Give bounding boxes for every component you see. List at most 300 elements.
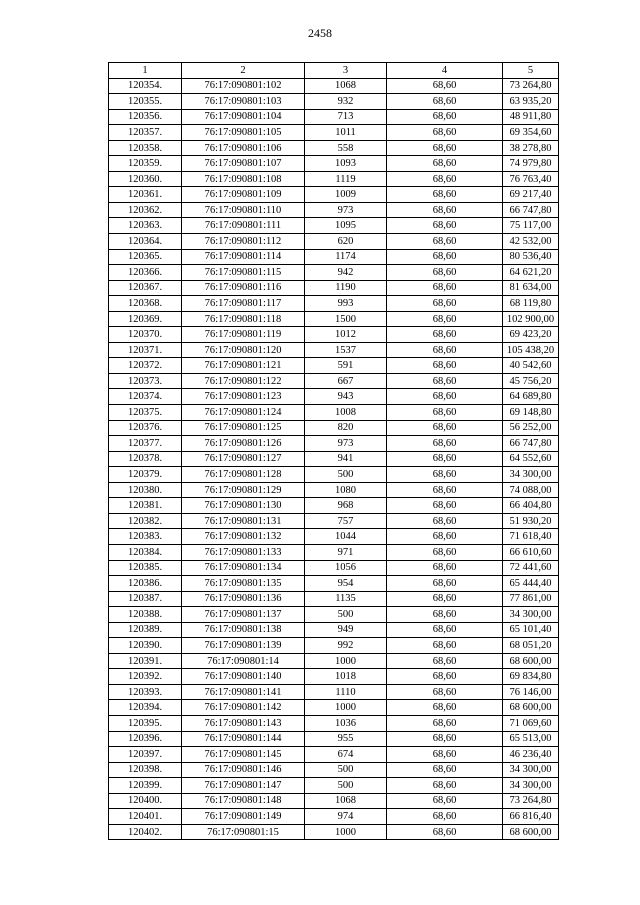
amount-cell: 81 634,00 <box>503 280 559 296</box>
area-cell: 1056 <box>305 560 387 576</box>
amount-cell: 105 438,20 <box>503 342 559 358</box>
cadastral-number-cell: 76:17:090801:128 <box>182 467 305 483</box>
row-number-cell: 120377. <box>109 436 182 452</box>
amount-cell: 76 146,00 <box>503 684 559 700</box>
cadastral-number-cell: 76:17:090801:147 <box>182 778 305 794</box>
rate-cell: 68,60 <box>387 280 503 296</box>
rate-cell: 68,60 <box>387 296 503 312</box>
cadastral-number-cell: 76:17:090801:102 <box>182 78 305 94</box>
row-number-cell: 120389. <box>109 622 182 638</box>
amount-cell: 73 264,80 <box>503 793 559 809</box>
area-cell: 1135 <box>305 591 387 607</box>
area-cell: 942 <box>305 265 387 281</box>
rate-cell: 68,60 <box>387 373 503 389</box>
row-number-cell: 120361. <box>109 187 182 203</box>
table-row <box>109 311 559 327</box>
table-row <box>109 249 559 265</box>
area-cell: 1008 <box>305 405 387 421</box>
row-number-cell: 120396. <box>109 731 182 747</box>
cadastral-number-cell: 76:17:090801:115 <box>182 265 305 281</box>
area-cell: 500 <box>305 778 387 794</box>
amount-cell: 66 404,80 <box>503 498 559 514</box>
cadastral-number-cell: 76:17:090801:142 <box>182 700 305 716</box>
cadastral-number-cell: 76:17:090801:140 <box>182 669 305 685</box>
table-row <box>109 684 559 700</box>
area-cell: 1110 <box>305 684 387 700</box>
amount-cell: 66 747,80 <box>503 436 559 452</box>
row-number-cell: 120357. <box>109 125 182 141</box>
amount-cell: 64 621,20 <box>503 265 559 281</box>
row-number-cell: 120390. <box>109 638 182 654</box>
page-number: 2458 <box>308 26 332 40</box>
rate-cell: 68,60 <box>387 715 503 731</box>
rate-cell: 68,60 <box>387 358 503 374</box>
column-header-2: 2 <box>182 63 305 79</box>
row-number-cell: 120363. <box>109 218 182 234</box>
rate-cell: 68,60 <box>387 436 503 452</box>
cadastral-number-cell: 76:17:090801:106 <box>182 140 305 156</box>
table-row <box>109 467 559 483</box>
area-cell: 954 <box>305 576 387 592</box>
cadastral-number-cell: 76:17:090801:114 <box>182 249 305 265</box>
table-row <box>109 560 559 576</box>
amount-cell: 69 354,60 <box>503 125 559 141</box>
table-row <box>109 824 559 840</box>
cadastral-number-cell: 76:17:090801:149 <box>182 809 305 825</box>
rate-cell: 68,60 <box>387 669 503 685</box>
table-row <box>109 638 559 654</box>
amount-cell: 68 600,00 <box>503 700 559 716</box>
amount-cell: 46 236,40 <box>503 747 559 763</box>
cadastral-number-cell: 76:17:090801:104 <box>182 109 305 125</box>
area-cell: 500 <box>305 607 387 623</box>
table-row <box>109 109 559 125</box>
area-cell: 1018 <box>305 669 387 685</box>
cadastral-number-cell: 76:17:090801:148 <box>182 793 305 809</box>
table-body <box>109 78 559 840</box>
table-row <box>109 762 559 778</box>
table-row <box>109 451 559 467</box>
amount-cell: 66 610,60 <box>503 544 559 560</box>
amount-cell: 64 689,80 <box>503 389 559 405</box>
row-number-cell: 120400. <box>109 793 182 809</box>
cadastral-number-cell: 76:17:090801:109 <box>182 187 305 203</box>
rate-cell: 68,60 <box>387 778 503 794</box>
rate-cell: 68,60 <box>387 451 503 467</box>
cadastral-number-cell: 76:17:090801:131 <box>182 513 305 529</box>
amount-cell: 42 532,00 <box>503 234 559 250</box>
row-number-cell: 120359. <box>109 156 182 172</box>
cadastral-number-cell: 76:17:090801:135 <box>182 576 305 592</box>
area-cell: 973 <box>305 436 387 452</box>
amount-cell: 68 600,00 <box>503 653 559 669</box>
amount-cell: 74 979,80 <box>503 156 559 172</box>
amount-cell: 38 278,80 <box>503 140 559 156</box>
table-row <box>109 78 559 94</box>
cadastral-number-cell: 76:17:090801:117 <box>182 296 305 312</box>
cadastral-number-cell: 76:17:090801:143 <box>182 715 305 731</box>
amount-cell: 69 834,80 <box>503 669 559 685</box>
area-cell: 932 <box>305 94 387 110</box>
amount-cell: 34 300,00 <box>503 467 559 483</box>
area-cell: 1068 <box>305 793 387 809</box>
rate-cell: 68,60 <box>387 529 503 545</box>
amount-cell: 68 600,00 <box>503 824 559 840</box>
row-number-cell: 120398. <box>109 762 182 778</box>
area-cell: 820 <box>305 420 387 436</box>
row-number-cell: 120373. <box>109 373 182 389</box>
row-number-cell: 120392. <box>109 669 182 685</box>
area-cell: 1190 <box>305 280 387 296</box>
area-cell: 620 <box>305 234 387 250</box>
table-row <box>109 358 559 374</box>
cadastral-number-cell: 76:17:090801:126 <box>182 436 305 452</box>
amount-cell: 51 930,20 <box>503 513 559 529</box>
cadastral-number-cell: 76:17:090801:105 <box>182 125 305 141</box>
row-number-cell: 120366. <box>109 265 182 281</box>
row-number-cell: 120399. <box>109 778 182 794</box>
row-number-cell: 120391. <box>109 653 182 669</box>
row-number-cell: 120376. <box>109 420 182 436</box>
table-row <box>109 653 559 669</box>
rate-cell: 68,60 <box>387 420 503 436</box>
row-number-cell: 120394. <box>109 700 182 716</box>
area-cell: 974 <box>305 809 387 825</box>
area-cell: 591 <box>305 358 387 374</box>
table-row <box>109 202 559 218</box>
cadastral-number-cell: 76:17:090801:116 <box>182 280 305 296</box>
table-row <box>109 420 559 436</box>
cadastral-number-cell: 76:17:090801:15 <box>182 824 305 840</box>
row-number-cell: 120382. <box>109 513 182 529</box>
area-cell: 757 <box>305 513 387 529</box>
area-cell: 973 <box>305 202 387 218</box>
cadastral-number-cell: 76:17:090801:127 <box>182 451 305 467</box>
row-number-cell: 120354. <box>109 78 182 94</box>
rate-cell: 68,60 <box>387 544 503 560</box>
amount-cell: 65 513,00 <box>503 731 559 747</box>
table-row <box>109 156 559 172</box>
table-row <box>109 94 559 110</box>
area-cell: 1080 <box>305 482 387 498</box>
rate-cell: 68,60 <box>387 140 503 156</box>
row-number-cell: 120370. <box>109 327 182 343</box>
amount-cell: 40 542,60 <box>503 358 559 374</box>
rate-cell: 68,60 <box>387 747 503 763</box>
row-number-cell: 120388. <box>109 607 182 623</box>
cadastral-number-cell: 76:17:090801:120 <box>182 342 305 358</box>
area-cell: 1500 <box>305 311 387 327</box>
amount-cell: 69 217,40 <box>503 187 559 203</box>
area-cell: 1095 <box>305 218 387 234</box>
amount-cell: 69 423,20 <box>503 327 559 343</box>
rate-cell: 68,60 <box>387 405 503 421</box>
row-number-cell: 120397. <box>109 747 182 763</box>
area-cell: 1009 <box>305 187 387 203</box>
table-row <box>109 576 559 592</box>
rate-cell: 68,60 <box>387 684 503 700</box>
area-cell: 500 <box>305 762 387 778</box>
row-number-cell: 120383. <box>109 529 182 545</box>
cadastral-number-cell: 76:17:090801:145 <box>182 747 305 763</box>
area-cell: 500 <box>305 467 387 483</box>
rate-cell: 68,60 <box>387 327 503 343</box>
column-header-4: 4 <box>387 63 503 79</box>
rate-cell: 68,60 <box>387 513 503 529</box>
cadastral-number-cell: 76:17:090801:112 <box>182 234 305 250</box>
area-cell: 558 <box>305 140 387 156</box>
cadastral-number-cell: 76:17:090801:111 <box>182 218 305 234</box>
area-cell: 1000 <box>305 700 387 716</box>
row-number-cell: 120355. <box>109 94 182 110</box>
amount-cell: 102 900,00 <box>503 311 559 327</box>
area-cell: 971 <box>305 544 387 560</box>
cadastral-number-cell: 76:17:090801:124 <box>182 405 305 421</box>
column-header-5: 5 <box>503 63 559 79</box>
amount-cell: 73 264,80 <box>503 78 559 94</box>
table-row <box>109 622 559 638</box>
rate-cell: 68,60 <box>387 607 503 623</box>
cadastral-number-cell: 76:17:090801:125 <box>182 420 305 436</box>
rate-cell: 68,60 <box>387 467 503 483</box>
rate-cell: 68,60 <box>387 265 503 281</box>
row-number-cell: 120374. <box>109 389 182 405</box>
area-cell: 1000 <box>305 653 387 669</box>
rate-cell: 68,60 <box>387 342 503 358</box>
area-cell: 1000 <box>305 824 387 840</box>
row-number-cell: 120395. <box>109 715 182 731</box>
area-cell: 1068 <box>305 78 387 94</box>
row-number-cell: 120360. <box>109 171 182 187</box>
rate-cell: 68,60 <box>387 482 503 498</box>
rate-cell: 68,60 <box>387 700 503 716</box>
table-row <box>109 731 559 747</box>
amount-cell: 74 088,00 <box>503 482 559 498</box>
table-row <box>109 607 559 623</box>
cadastral-number-cell: 76:17:090801:130 <box>182 498 305 514</box>
row-number-cell: 120380. <box>109 482 182 498</box>
row-number-cell: 120402. <box>109 824 182 840</box>
area-cell: 667 <box>305 373 387 389</box>
rate-cell: 68,60 <box>387 94 503 110</box>
cadastral-number-cell: 76:17:090801:122 <box>182 373 305 389</box>
row-number-cell: 120378. <box>109 451 182 467</box>
row-number-cell: 120384. <box>109 544 182 560</box>
row-number-cell: 120369. <box>109 311 182 327</box>
area-cell: 1119 <box>305 171 387 187</box>
area-cell: 1036 <box>305 715 387 731</box>
rate-cell: 68,60 <box>387 218 503 234</box>
rate-cell: 68,60 <box>387 311 503 327</box>
amount-cell: 48 911,80 <box>503 109 559 125</box>
table-row <box>109 296 559 312</box>
cadastral-number-cell: 76:17:090801:137 <box>182 607 305 623</box>
table-row <box>109 218 559 234</box>
table-row <box>109 700 559 716</box>
column-header-1: 1 <box>109 63 182 79</box>
row-number-cell: 120364. <box>109 234 182 250</box>
cadastral-number-cell: 76:17:090801:118 <box>182 311 305 327</box>
rate-cell: 68,60 <box>387 591 503 607</box>
row-number-cell: 120375. <box>109 405 182 421</box>
area-cell: 713 <box>305 109 387 125</box>
rate-cell: 68,60 <box>387 560 503 576</box>
cadastral-number-cell: 76:17:090801:129 <box>182 482 305 498</box>
table-row <box>109 125 559 141</box>
cadastral-number-cell: 76:17:090801:146 <box>182 762 305 778</box>
amount-cell: 72 441,60 <box>503 560 559 576</box>
rate-cell: 68,60 <box>387 171 503 187</box>
rate-cell: 68,60 <box>387 653 503 669</box>
amount-cell: 34 300,00 <box>503 607 559 623</box>
area-cell: 1174 <box>305 249 387 265</box>
table-row <box>109 715 559 731</box>
row-number-cell: 120356. <box>109 109 182 125</box>
table-row <box>109 669 559 685</box>
area-cell: 968 <box>305 498 387 514</box>
amount-cell: 65 101,40 <box>503 622 559 638</box>
amount-cell: 68 119,80 <box>503 296 559 312</box>
row-number-cell: 120365. <box>109 249 182 265</box>
amount-cell: 65 444,40 <box>503 576 559 592</box>
row-number-cell: 120387. <box>109 591 182 607</box>
row-number-cell: 120372. <box>109 358 182 374</box>
cadastral-number-cell: 76:17:090801:132 <box>182 529 305 545</box>
row-number-cell: 120367. <box>109 280 182 296</box>
area-cell: 949 <box>305 622 387 638</box>
table-row <box>109 809 559 825</box>
area-cell: 943 <box>305 389 387 405</box>
rate-cell: 68,60 <box>387 809 503 825</box>
row-number-cell: 120401. <box>109 809 182 825</box>
amount-cell: 45 756,20 <box>503 373 559 389</box>
rate-cell: 68,60 <box>387 156 503 172</box>
cadastral-number-cell: 76:17:090801:141 <box>182 684 305 700</box>
data-table <box>108 62 559 840</box>
area-cell: 1012 <box>305 327 387 343</box>
table-row <box>109 373 559 389</box>
table-row <box>109 513 559 529</box>
area-cell: 1011 <box>305 125 387 141</box>
amount-cell: 64 552,60 <box>503 451 559 467</box>
table-row <box>109 140 559 156</box>
table-row <box>109 436 559 452</box>
table-row <box>109 529 559 545</box>
rate-cell: 68,60 <box>387 109 503 125</box>
rate-cell: 68,60 <box>387 824 503 840</box>
table-header-row <box>109 63 559 79</box>
amount-cell: 34 300,00 <box>503 762 559 778</box>
table-row <box>109 280 559 296</box>
area-cell: 941 <box>305 451 387 467</box>
area-cell: 992 <box>305 638 387 654</box>
amount-cell: 66 747,80 <box>503 202 559 218</box>
table-row <box>109 793 559 809</box>
rate-cell: 68,60 <box>387 125 503 141</box>
table-row <box>109 591 559 607</box>
table-row <box>109 187 559 203</box>
rate-cell: 68,60 <box>387 78 503 94</box>
table-row <box>109 389 559 405</box>
cadastral-number-cell: 76:17:090801:133 <box>182 544 305 560</box>
rate-cell: 68,60 <box>387 202 503 218</box>
cadastral-number-cell: 76:17:090801:14 <box>182 653 305 669</box>
cadastral-number-cell: 76:17:090801:121 <box>182 358 305 374</box>
cadastral-number-cell: 76:17:090801:103 <box>182 94 305 110</box>
area-cell: 1537 <box>305 342 387 358</box>
cadastral-number-cell: 76:17:090801:107 <box>182 156 305 172</box>
table-row <box>109 265 559 281</box>
cadastral-number-cell: 76:17:090801:136 <box>182 591 305 607</box>
area-cell: 955 <box>305 731 387 747</box>
amount-cell: 66 816,40 <box>503 809 559 825</box>
row-number-cell: 120371. <box>109 342 182 358</box>
row-number-cell: 120381. <box>109 498 182 514</box>
cadastral-number-cell: 76:17:090801:134 <box>182 560 305 576</box>
cadastral-number-cell: 76:17:090801:119 <box>182 327 305 343</box>
amount-cell: 75 117,00 <box>503 218 559 234</box>
area-cell: 1093 <box>305 156 387 172</box>
amount-cell: 56 252,00 <box>503 420 559 436</box>
rate-cell: 68,60 <box>387 622 503 638</box>
amount-cell: 77 861,00 <box>503 591 559 607</box>
cadastral-number-cell: 76:17:090801:138 <box>182 622 305 638</box>
rate-cell: 68,60 <box>387 389 503 405</box>
table-row <box>109 747 559 763</box>
amount-cell: 68 051,20 <box>503 638 559 654</box>
row-number-cell: 120393. <box>109 684 182 700</box>
row-number-cell: 120385. <box>109 560 182 576</box>
amount-cell: 34 300,00 <box>503 778 559 794</box>
cadastral-number-cell: 76:17:090801:123 <box>182 389 305 405</box>
amount-cell: 63 935,20 <box>503 94 559 110</box>
area-cell: 1044 <box>305 529 387 545</box>
row-number-cell: 120379. <box>109 467 182 483</box>
rate-cell: 68,60 <box>387 187 503 203</box>
area-cell: 674 <box>305 747 387 763</box>
table-row <box>109 171 559 187</box>
cadastral-number-cell: 76:17:090801:110 <box>182 202 305 218</box>
table-row <box>109 482 559 498</box>
row-number-cell: 120368. <box>109 296 182 312</box>
amount-cell: 71 069,60 <box>503 715 559 731</box>
rate-cell: 68,60 <box>387 234 503 250</box>
amount-cell: 80 536,40 <box>503 249 559 265</box>
cadastral-number-cell: 76:17:090801:108 <box>182 171 305 187</box>
cadastral-number-cell: 76:17:090801:139 <box>182 638 305 654</box>
table-row <box>109 327 559 343</box>
cadastral-number-cell: 76:17:090801:144 <box>182 731 305 747</box>
row-number-cell: 120358. <box>109 140 182 156</box>
rate-cell: 68,60 <box>387 249 503 265</box>
amount-cell: 71 618,40 <box>503 529 559 545</box>
row-number-cell: 120386. <box>109 576 182 592</box>
rate-cell: 68,60 <box>387 762 503 778</box>
table-row <box>109 544 559 560</box>
rate-cell: 68,60 <box>387 793 503 809</box>
rate-cell: 68,60 <box>387 498 503 514</box>
table-row <box>109 234 559 250</box>
amount-cell: 69 148,80 <box>503 405 559 421</box>
row-number-cell: 120362. <box>109 202 182 218</box>
column-header-3: 3 <box>305 63 387 79</box>
table-row <box>109 405 559 421</box>
table-row <box>109 778 559 794</box>
rate-cell: 68,60 <box>387 638 503 654</box>
area-cell: 993 <box>305 296 387 312</box>
rate-cell: 68,60 <box>387 576 503 592</box>
rate-cell: 68,60 <box>387 731 503 747</box>
